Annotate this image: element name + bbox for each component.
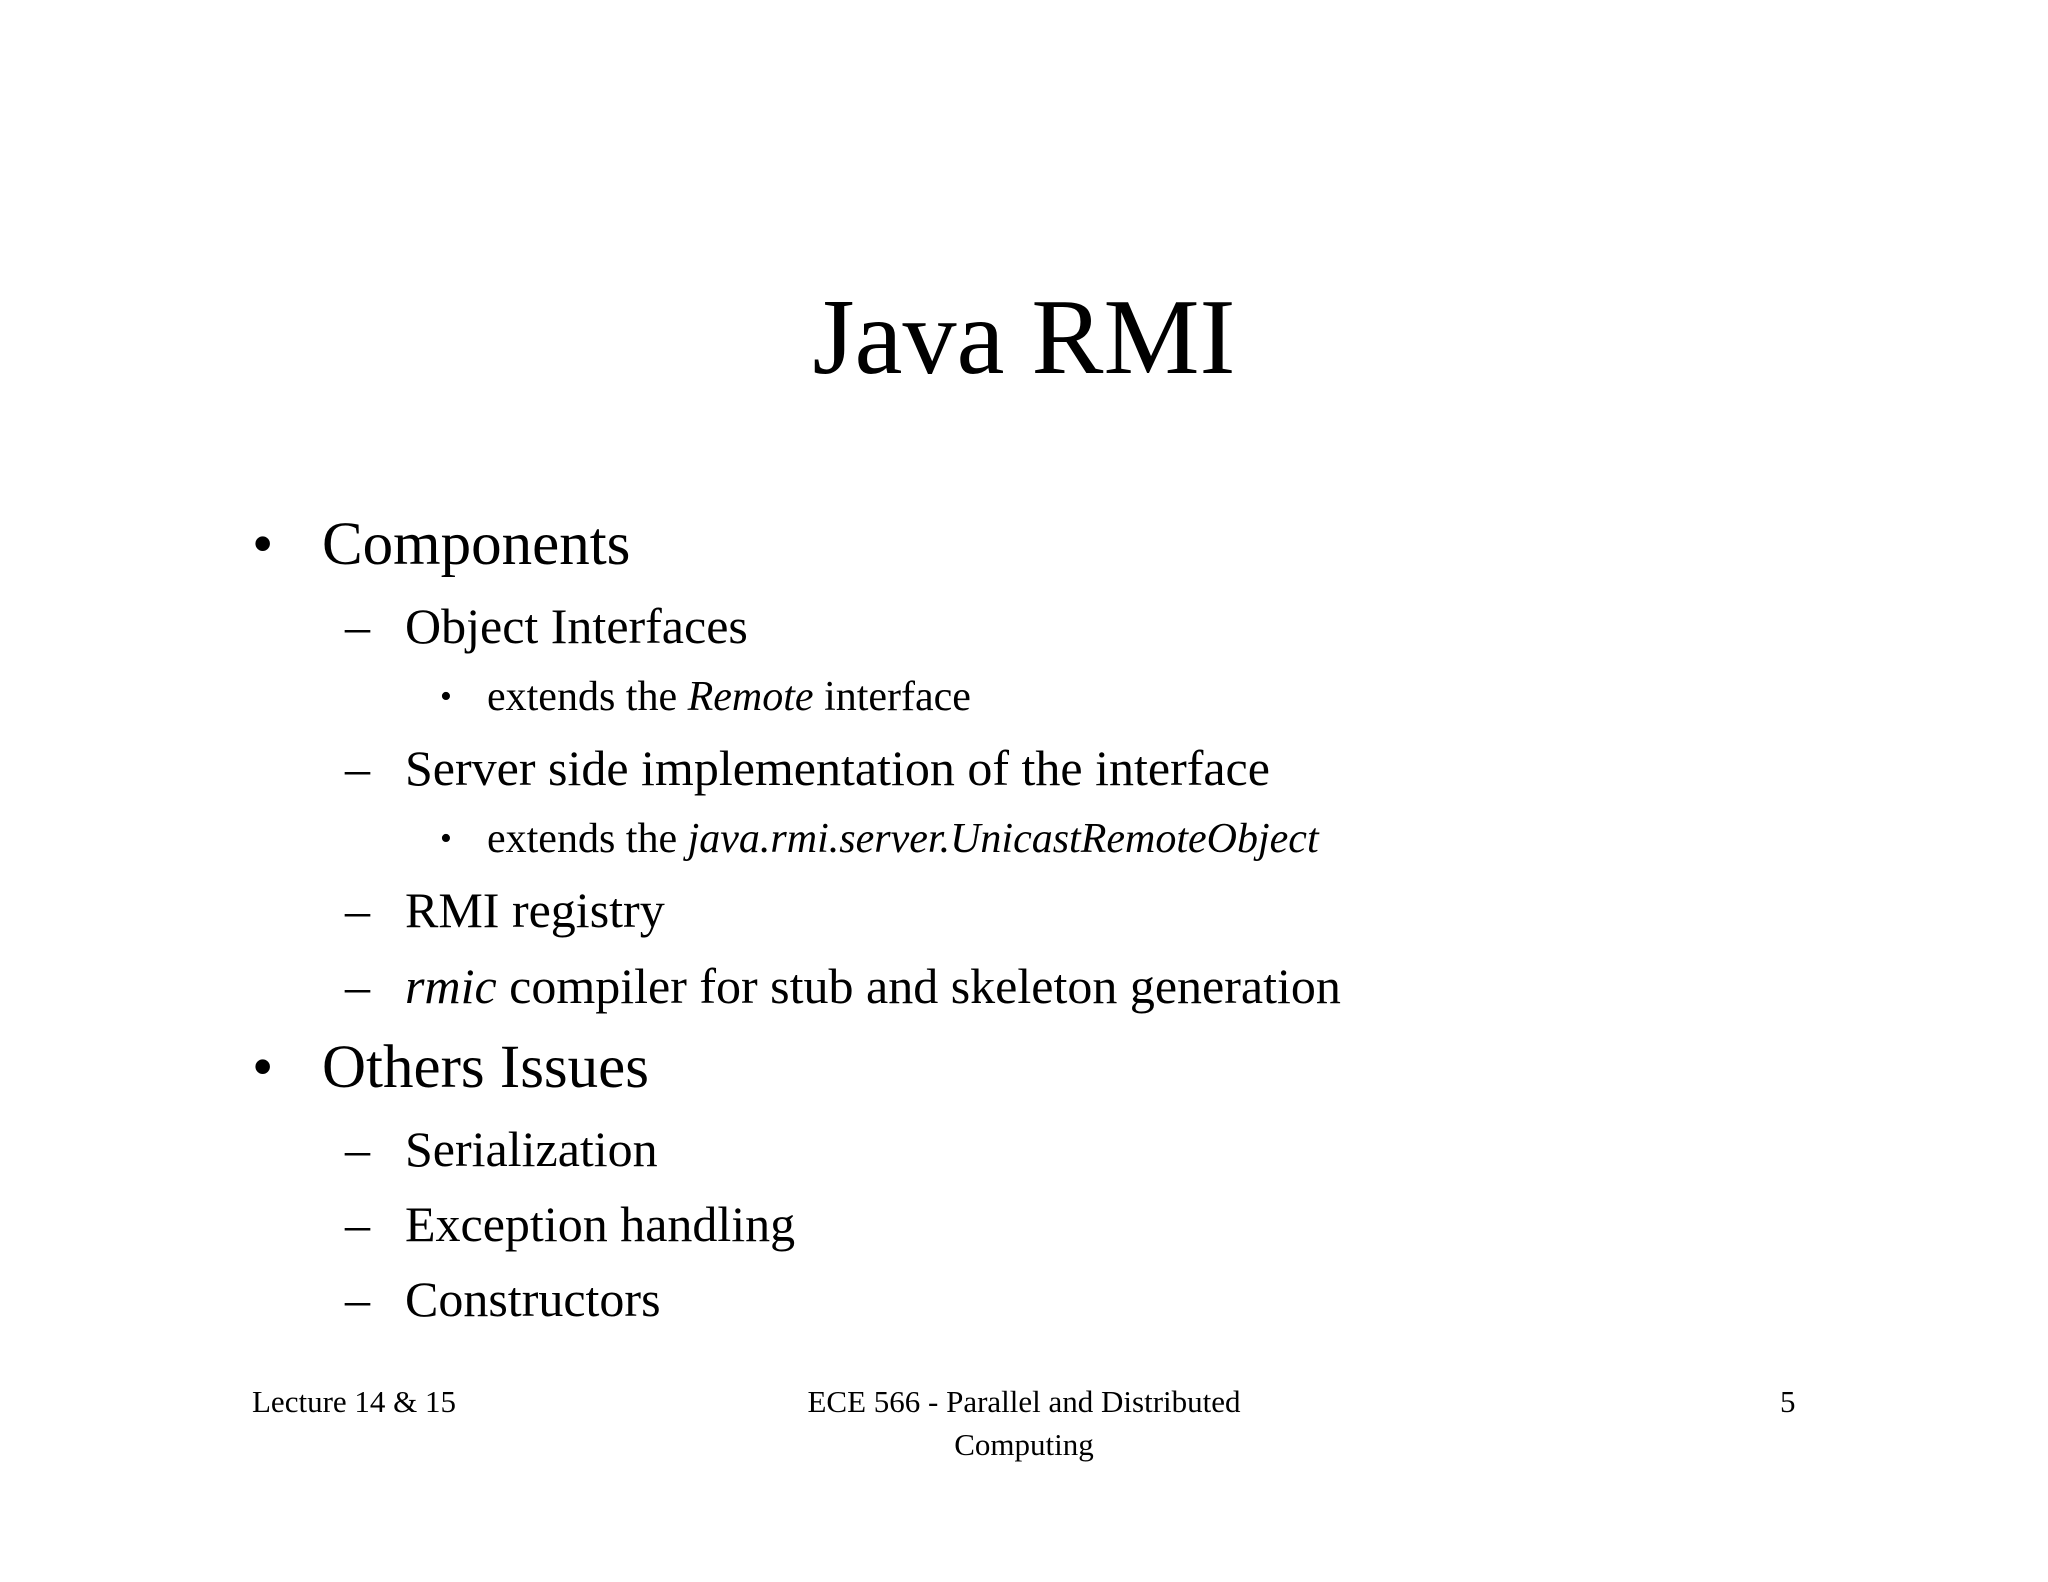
footer-course-line1: ECE 566 - Parallel and Distributed <box>807 1384 1241 1419</box>
emphasis-text: Remote <box>687 674 814 720</box>
sub-sub-bullet-text <box>487 672 971 722</box>
sub-bullet-label: RMI registry <box>405 882 665 938</box>
text-part: extends the <box>487 674 688 720</box>
dash-marker: – <box>345 882 370 938</box>
slide-title: Java RMI <box>812 278 1236 397</box>
bullet-marker: • <box>440 820 452 857</box>
sub-bullet-label: Serialization <box>405 1121 658 1177</box>
text-part: interface <box>813 674 971 720</box>
text-part: compiler for stub and skeleton generation <box>496 958 1341 1014</box>
emphasis-text: java.rmi.server.UnicastRemoteObject <box>687 816 1319 862</box>
bullet-marker: • <box>252 1034 274 1101</box>
footer-course-line2: Computing <box>954 1427 1094 1462</box>
dash-marker: – <box>345 958 370 1014</box>
bullet-marker: • <box>252 511 274 578</box>
footer-course <box>724 1380 1324 1466</box>
dash-marker: – <box>345 1121 370 1177</box>
sub-bullet-label: Exception handling <box>405 1196 796 1252</box>
dash-marker: – <box>345 1196 370 1252</box>
sub-bullet-label <box>405 956 1341 1016</box>
sub-bullet-label: Object Interfaces <box>405 598 748 654</box>
sub-sub-bullet-text <box>487 814 1319 864</box>
dash-marker: – <box>345 1271 370 1327</box>
sub-bullet-label: Constructors <box>405 1271 661 1327</box>
bullet-marker: • <box>440 678 452 715</box>
dash-marker: – <box>345 598 370 654</box>
text-part: extends the <box>487 816 688 862</box>
emphasis-text: rmic <box>405 958 497 1014</box>
footer-lecture: Lecture 14 & 15 <box>252 1384 457 1419</box>
page-number: 5 <box>1780 1384 1796 1419</box>
bullet-label: Components <box>322 511 631 578</box>
sub-bullet-label: Server side implementation of the interface <box>405 740 1270 796</box>
dash-marker: – <box>345 740 370 796</box>
bullet-label: Others Issues <box>322 1034 649 1101</box>
